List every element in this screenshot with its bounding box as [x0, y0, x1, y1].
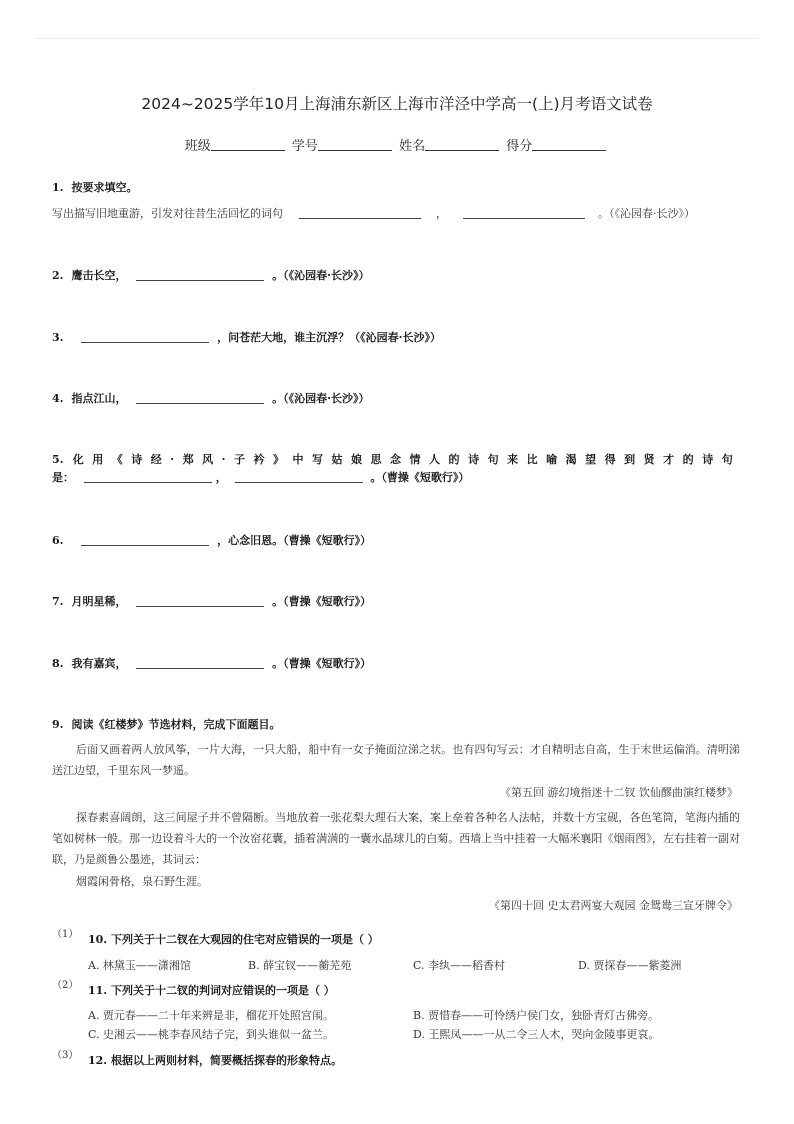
question-1 — [52, 180, 740, 196]
question-number: 5. — [52, 453, 64, 466]
option-b[interactable]: B. 贾惜春——可怜绣户侯门女，独卧青灯古佛旁。 — [413, 1009, 660, 1022]
question-3 — [52, 330, 740, 346]
question-number: 9. — [52, 718, 64, 731]
id-blank[interactable] — [318, 138, 392, 151]
question-text: 化用《诗经·郑风·子衿》中写姑娘思念情人的诗句来比喻渴望得到贤才的诗句 — [71, 453, 740, 466]
option-d[interactable]: D. 王熙凤——一从二令三人木，哭向金陵事更哀。 — [413, 1028, 660, 1041]
subquestion-tag: （2） — [52, 980, 79, 991]
name-label: 姓名 — [399, 139, 426, 154]
question-8 — [52, 656, 740, 672]
option-a[interactable]: A. 贾元春——二十年来辨是非，榴花开处照宫闱。 — [88, 1009, 334, 1022]
question-text: 是： — [52, 471, 74, 484]
answer-blank[interactable] — [235, 470, 363, 483]
question-source: 。（《沁园春·长沙》） — [272, 269, 370, 282]
score-label: 得分 — [506, 139, 533, 154]
question-number: 4. — [52, 392, 64, 405]
question-source: 。（《沁园春·长沙》） — [272, 392, 370, 405]
question-1-line — [52, 206, 740, 222]
answer-blank[interactable] — [81, 330, 209, 343]
question-text: 鹰击长空， — [71, 269, 127, 282]
question-text: 月明星稀， — [71, 595, 127, 608]
passage-1: 后面又画着两人放风筝，一片大海，一只大船，船中有一女子掩面泣涕之状。也有四句写云：才自精明志自高，生于末世运偏消。清明涕送江边望，千里东风一梦遥。 — [52, 743, 740, 777]
subquestion-text: 10. 下列关于十二钗在大观园的住宅对应错误的一项是（ ） — [88, 933, 379, 946]
answer-blank[interactable] — [463, 206, 585, 219]
question-2 — [52, 268, 740, 284]
question-source: 。（曹操《短歌行》） — [272, 657, 372, 670]
subquestion-tag: （1） — [52, 929, 79, 940]
subquestion-text: 12. 根据以上两则材料，简要概括探春的形象特点。 — [88, 1054, 342, 1067]
class-label: 班级 — [184, 139, 211, 154]
question-source: 。（曹操《短歌行》） — [370, 471, 470, 484]
answer-blank[interactable] — [136, 594, 264, 607]
answer-blank[interactable] — [136, 656, 264, 669]
punct: ， — [436, 207, 447, 220]
question-text: ，心念旧恩。（曹操《短歌行》） — [217, 534, 372, 547]
question-prompt: 按要求填空。 — [71, 181, 138, 194]
question-number: 8. — [52, 657, 64, 670]
answer-blank[interactable] — [81, 533, 209, 546]
question-text: 指点江山， — [71, 392, 127, 405]
question-number: 1. — [52, 181, 64, 194]
passage-2: 探春素喜阔朗，这三间屋子并不曾隔断。当地放着一张花梨大理石大案，案上垒着各种名人法帖，并数十方宝砚，各色笔筒，笔海内插的笔如树林一般。那一边设着斗大的一个汝窑花囊，插着满满的一囊水晶球儿的白菊。西墙上当中挂着一大幅米襄阳《烟雨图》，左右挂着一副对联，乃是颜鲁公墨迹，其词云： — [52, 811, 740, 866]
question-prompt: 阅读《红楼梦》节选材料，完成下面题目。 — [71, 718, 281, 731]
answer-blank[interactable] — [136, 391, 264, 404]
answer-blank[interactable] — [136, 268, 264, 281]
passage-2-source: 《第四十回 史太君两宴大观园 金鸳鸯三宣牙牌令》 — [489, 899, 738, 912]
option-b[interactable]: B. 薛宝钗——蘅芜苑 — [248, 959, 352, 972]
question-5-line-2 — [52, 470, 740, 486]
name-blank[interactable] — [425, 138, 499, 151]
passage-2-couplet: 烟霞闲骨格，泉石野生涯。 — [76, 875, 208, 888]
option-d[interactable]: D. 贾探春——紫菱洲 — [578, 959, 682, 972]
passage-1-source: 《第五回 游幻境指迷十二钗 饮仙醪曲演红楼梦》 — [500, 786, 738, 799]
question-number: 7. — [52, 595, 64, 608]
id-label: 学号 — [291, 139, 318, 154]
question-number: 2. — [52, 269, 64, 282]
option-a[interactable]: A. 林黛玉——潇湘馆 — [88, 959, 191, 972]
option-c[interactable]: C. 李纨——稻香村 — [413, 959, 506, 972]
question-6 — [52, 533, 740, 549]
punct: ， — [215, 471, 227, 484]
question-9 — [52, 717, 740, 733]
question-source: 。（《沁园春·长沙》） — [598, 207, 695, 220]
subquestion-tag: （3） — [52, 1050, 79, 1061]
question-4 — [52, 391, 740, 407]
class-blank[interactable] — [211, 138, 285, 151]
option-c[interactable]: C. 史湘云——桃李春风结子完，到头谁似一盆兰。 — [88, 1028, 335, 1041]
question-number: 6. — [52, 534, 64, 547]
question-7 — [52, 594, 740, 610]
answer-blank[interactable] — [299, 206, 421, 219]
question-text: 写出描写旧地重游，引发对往昔生活回忆的词句 — [52, 207, 283, 220]
student-info — [0, 135, 794, 154]
question-text: 我有嘉宾， — [71, 657, 127, 670]
question-text: ，问苍茫大地，谁主沉浮？（《沁园春·长沙》） — [217, 331, 441, 344]
subquestion-text: 11. 下列关于十二钗的判词对应错误的一项是（ ） — [88, 984, 335, 997]
page-title: 2024~2025学年10月上海浦东新区上海市洋泾中学高一(上)月考语文试卷 — [141, 95, 653, 113]
answer-blank[interactable] — [84, 470, 212, 483]
question-5 — [52, 452, 740, 468]
question-source: 。（曹操《短歌行》） — [272, 595, 372, 608]
question-number: 3. — [52, 331, 64, 344]
top-divider — [36, 38, 758, 39]
score-blank[interactable] — [532, 138, 606, 151]
